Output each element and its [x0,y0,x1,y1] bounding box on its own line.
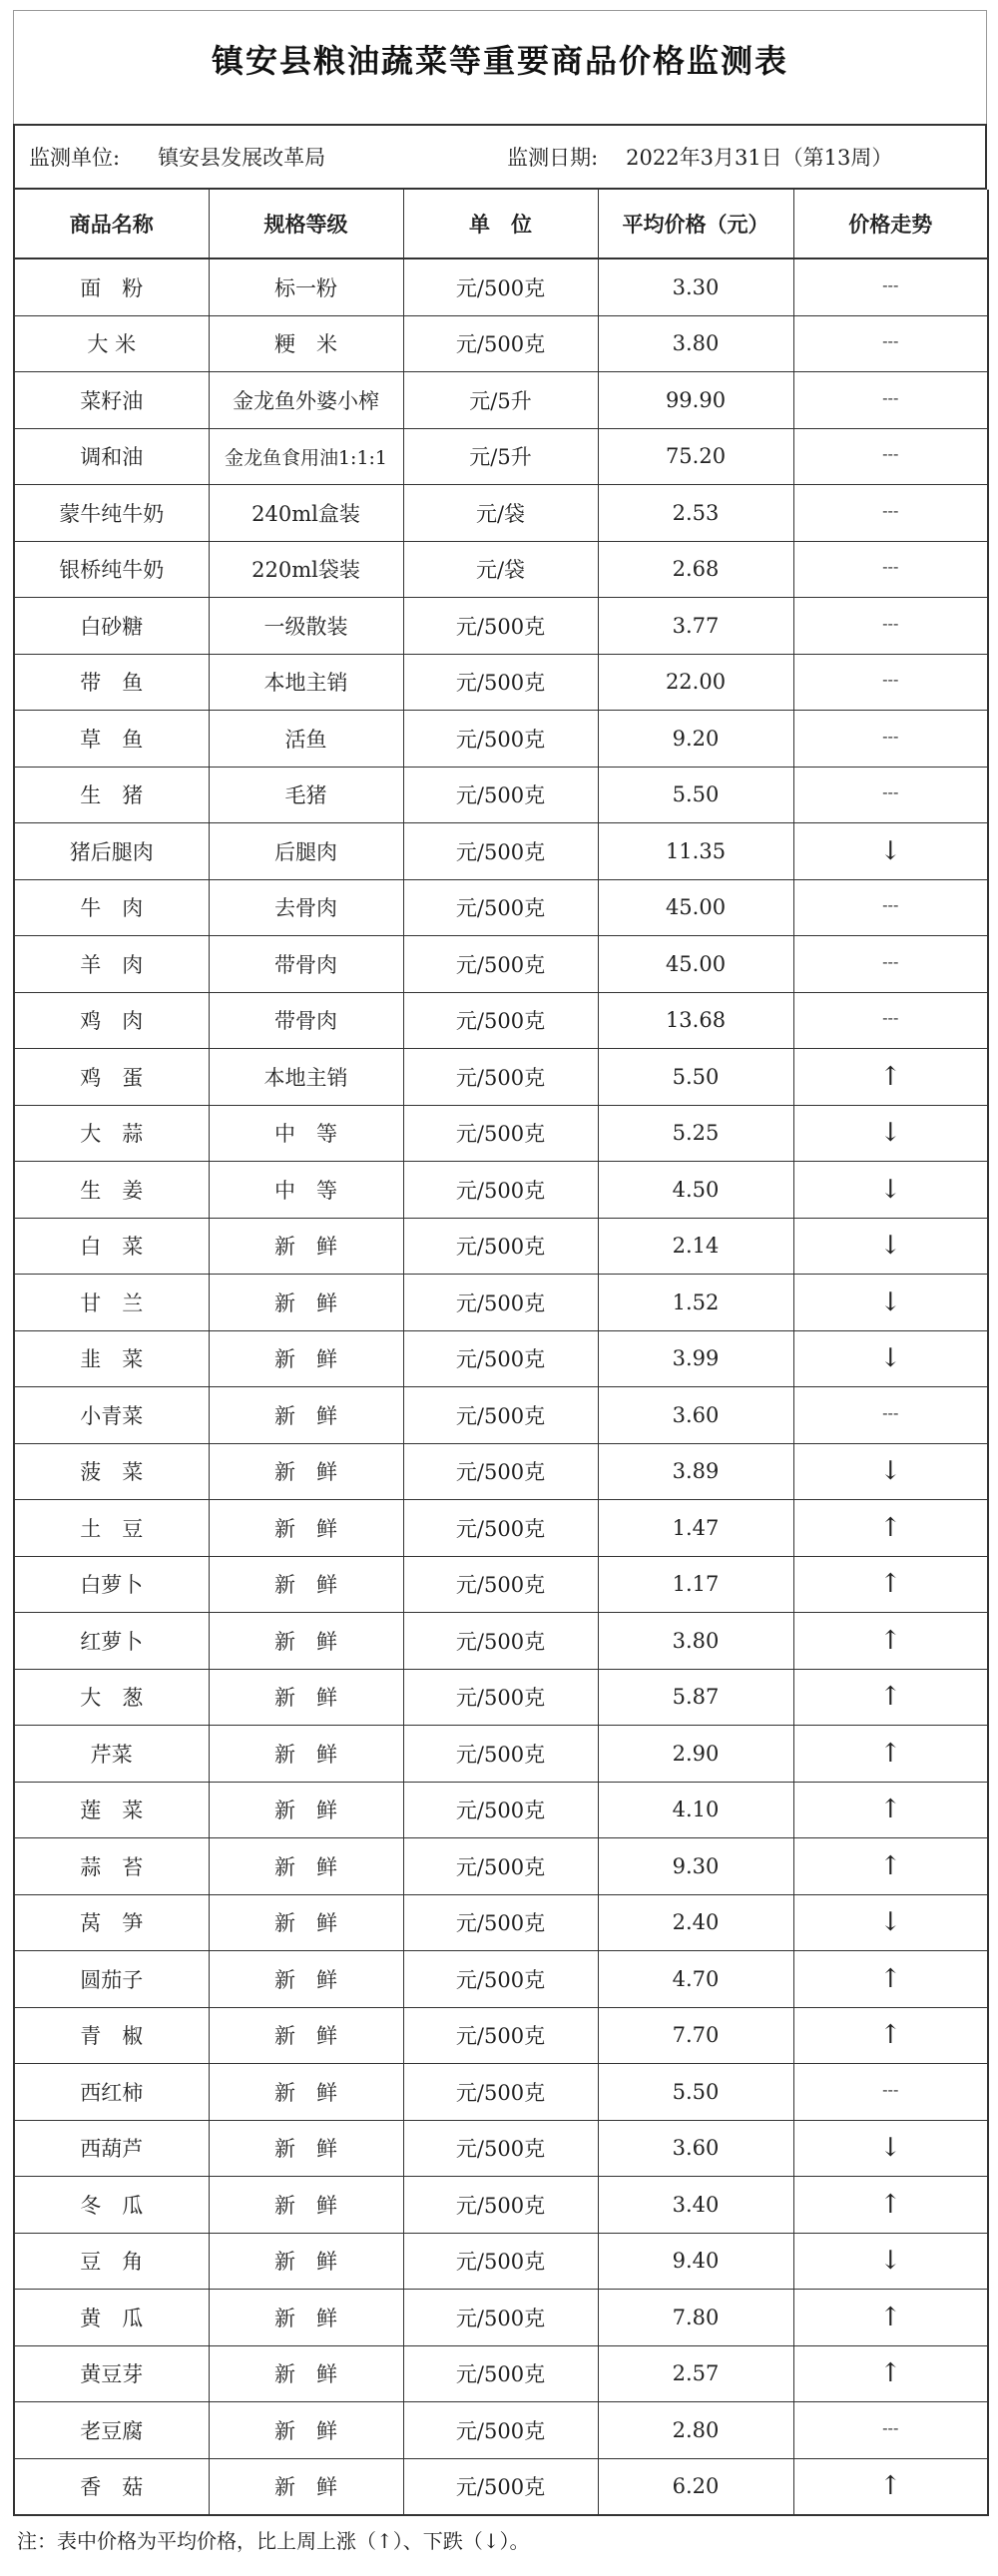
commodity-name-cell: 白萝卜 [14,1556,209,1613]
trend-cell [793,2007,988,2064]
trend-cell [793,1613,988,1670]
down-arrow-icon: ↓ [879,1456,902,1487]
unit-cell: 元/500克 [403,936,598,993]
table-row [14,1556,988,1613]
trend-cell [793,485,988,542]
trend-cell [793,541,988,598]
spec-cell: 新 鲜 [209,1838,403,1895]
trend-cell [793,2402,988,2459]
spec-cell: 中 等 [209,1105,403,1162]
commodity-name-cell: 莲 菜 [14,1782,209,1838]
table-row [14,1275,988,1331]
price-cell: 45.00 [598,936,793,993]
down-arrow-icon: ↓ [879,1118,902,1149]
commodity-name-cell: 豆 角 [14,2233,209,2290]
up-arrow-icon: ↑ [879,2358,902,2389]
spec-cell: 240ml盒装 [209,485,403,542]
table-row [14,1669,988,1726]
meta-row [13,124,987,190]
unit-cell: 元/500克 [403,1894,598,1951]
trend-cell [793,1782,988,1838]
no-change-icon: --- [882,500,899,520]
unit-cell: 元/500克 [403,598,598,655]
down-arrow-icon: ↓ [879,1287,902,1317]
unit-cell: 元/500克 [403,2458,598,2515]
no-change-icon: --- [882,2079,899,2099]
commodity-name-cell: 香 菇 [14,2458,209,2515]
price-cell: 5.87 [598,1669,793,1726]
unit-cell: 元/500克 [403,1669,598,1726]
unit-cell: 元/500克 [403,1162,598,1219]
commodity-name-cell: 莴 笋 [14,1894,209,1951]
spec-cell: 新 鲜 [209,2345,403,2402]
down-arrow-icon: ↓ [879,1174,902,1205]
unit-cell: 元/500克 [403,1951,598,2008]
table-row [14,2345,988,2402]
down-arrow-icon: ↓ [879,1343,902,1374]
price-cell: 6.20 [598,2458,793,2515]
price-cell: 13.68 [598,992,793,1049]
commodity-name-cell: 黄 瓜 [14,2290,209,2346]
table-row [14,1613,988,1670]
spec-cell: 去骨肉 [209,879,403,936]
commodity-name-cell: 草 鱼 [14,711,209,768]
commodity-name-cell: 黄豆芽 [14,2345,209,2402]
up-arrow-icon: ↑ [879,2471,902,2502]
commodity-name-cell: 生 猪 [14,767,209,823]
price-cell: 5.25 [598,1105,793,1162]
table-row [14,541,988,598]
up-arrow-icon: ↑ [879,2189,902,2220]
commodity-name-cell: 韭 菜 [14,1330,209,1387]
spec-cell: 新 鲜 [209,1556,403,1613]
down-arrow-icon: ↓ [879,835,902,866]
price-cell: 99.90 [598,372,793,429]
spec-cell: 新 鲜 [209,2007,403,2064]
price-sheet [13,10,987,2516]
commodity-name-cell: 鸡 蛋 [14,1049,209,1106]
trend-cell [793,1726,988,1783]
unit-cell: 元/500克 [403,1613,598,1670]
price-cell: 3.60 [598,1387,793,1444]
trend-cell [793,2064,988,2121]
price-cell: 11.35 [598,823,793,880]
commodity-name-cell: 西葫芦 [14,2120,209,2177]
up-arrow-icon: ↑ [879,1682,902,1713]
unit-cell: 元/500克 [403,1330,598,1387]
commodity-name-cell: 芹菜 [14,1726,209,1783]
trend-cell [793,258,988,315]
spacer [13,106,987,124]
unit-cell: 元/500克 [403,2290,598,2346]
monitor-date-label: 监测日期: [507,146,599,170]
price-cell: 2.90 [598,1726,793,1783]
table-row [14,823,988,880]
header-spec: 规格等级 [209,190,403,258]
price-cell: 3.77 [598,598,793,655]
trend-cell [793,1049,988,1106]
spec-cell: 新 鲜 [209,1500,403,1557]
commodity-name-cell: 面 粉 [14,258,209,315]
spec-cell: 新 鲜 [209,1951,403,2008]
commodity-name-cell: 青 椒 [14,2007,209,2064]
spec-cell: 本地主销 [209,1049,403,1106]
unit-cell: 元/500克 [403,1105,598,1162]
spec-cell: 新 鲜 [209,1387,403,1444]
table-row [14,1162,988,1219]
trend-cell [793,1162,988,1219]
spec-cell: 新 鲜 [209,1218,403,1275]
spec-cell: 新 鲜 [209,1330,403,1387]
table-row [14,2064,988,2121]
price-cell: 2.80 [598,2402,793,2459]
table-row [14,1951,988,2008]
unit-cell: 元/500克 [403,1500,598,1557]
unit-cell: 元/500克 [403,711,598,768]
unit-cell: 元/500克 [403,992,598,1049]
trend-cell [793,1387,988,1444]
commodity-name-cell: 白 菜 [14,1218,209,1275]
unit-cell: 元/500克 [403,258,598,315]
price-cell: 4.50 [598,1162,793,1219]
header-price: 平均价格（元） [598,190,793,258]
spec-cell: 新 鲜 [209,1894,403,1951]
spec-cell: 粳 米 [209,315,403,372]
table-row [14,936,988,993]
unit-cell: 元/500克 [403,1726,598,1783]
spec-cell: 一级散装 [209,598,403,655]
unit-cell: 元/500克 [403,654,598,711]
unit-cell: 元/500克 [403,2064,598,2121]
trend-cell [793,1500,988,1557]
title-box [13,10,987,106]
unit-cell: 元/500克 [403,1049,598,1106]
unit-cell: 元/袋 [403,485,598,542]
price-cell: 9.30 [598,1838,793,1895]
unit-cell: 元/500克 [403,1218,598,1275]
spec-cell: 新 鲜 [209,1613,403,1670]
down-arrow-icon: ↓ [879,1907,902,1938]
no-change-icon: --- [882,951,899,971]
unit-cell: 元/500克 [403,1387,598,1444]
price-cell: 2.14 [598,1218,793,1275]
commodity-name-cell: 大 米 [14,315,209,372]
price-cell: 3.80 [598,1613,793,1670]
spec-cell: 新 鲜 [209,2290,403,2346]
table-row [14,1049,988,1106]
price-cell: 3.89 [598,1443,793,1500]
up-arrow-icon: ↑ [879,1850,902,1881]
spec-cell: 活鱼 [209,711,403,768]
price-cell: 2.40 [598,1894,793,1951]
table-row [14,372,988,429]
commodity-name-cell: 菠 菜 [14,1443,209,1500]
unit-cell: 元/500克 [403,1443,598,1500]
spec-cell: 新 鲜 [209,1669,403,1726]
unit-cell: 元/500克 [403,2177,598,2234]
unit-cell: 元/500克 [403,2402,598,2459]
table-row [14,598,988,655]
spec-cell: 毛猪 [209,767,403,823]
table-row [14,654,988,711]
spec-cell: 带骨肉 [209,936,403,993]
price-cell: 3.99 [598,1330,793,1387]
commodity-name-cell: 老豆腐 [14,2402,209,2459]
price-cell: 75.20 [598,428,793,485]
down-arrow-icon: ↓ [879,2133,902,2164]
price-cell: 2.57 [598,2345,793,2402]
trend-cell [793,2345,988,2402]
price-cell: 1.52 [598,1275,793,1331]
table-row [14,2120,988,2177]
no-change-icon: --- [882,331,899,351]
unit-cell: 元/500克 [403,2120,598,2177]
unit-cell: 元/袋 [403,541,598,598]
no-change-icon: --- [882,1008,899,1028]
table-row [14,1726,988,1783]
trend-cell [793,879,988,936]
table-row [14,1443,988,1500]
commodity-name-cell: 土 豆 [14,1500,209,1557]
page-title: 镇安县粮油蔬菜等重要商品价格监测表 [211,41,788,80]
trend-cell [793,372,988,429]
no-change-icon: --- [882,670,899,690]
spec-cell: 新 鲜 [209,2458,403,2515]
up-arrow-icon: ↑ [879,1061,902,1092]
trend-cell [793,2458,988,2515]
unit-cell: 元/5升 [403,428,598,485]
no-change-icon: --- [882,1402,899,1422]
no-change-icon: --- [882,387,899,407]
table-row [14,711,988,768]
trend-cell [793,1669,988,1726]
trend-cell [793,823,988,880]
spec-cell: 新 鲜 [209,1726,403,1783]
unit-cell: 元/500克 [403,1556,598,1613]
price-cell: 3.40 [598,2177,793,2234]
trend-cell [793,1105,988,1162]
no-change-icon: --- [882,726,899,746]
unit-cell: 元/500克 [403,1782,598,1838]
spec-cell: 新 鲜 [209,2064,403,2121]
unit-cell: 元/5升 [403,372,598,429]
commodity-name-cell: 鸡 肉 [14,992,209,1049]
table-row [14,992,988,1049]
monitor-date-value: 2022年3月31日（第13周） [626,146,893,170]
commodity-name-cell: 西红柿 [14,2064,209,2121]
commodity-name-cell: 冬 瓜 [14,2177,209,2234]
footnote: 注：表中价格为平均价格，比上周上涨（↑）、下跌（↓）。 [17,2529,530,2553]
commodity-name-cell: 甘 兰 [14,1275,209,1331]
commodity-name-cell: 小青菜 [14,1387,209,1444]
trend-cell [793,1556,988,1613]
commodity-name-cell: 生 姜 [14,1162,209,1219]
commodity-name-cell: 猪后腿肉 [14,823,209,880]
trend-cell [793,992,988,1049]
no-change-icon: --- [882,613,899,633]
unit-cell: 元/500克 [403,1838,598,1895]
up-arrow-icon: ↑ [879,1569,902,1600]
spec-cell: 带骨肉 [209,992,403,1049]
unit-cell: 元/500克 [403,879,598,936]
trend-cell [793,1218,988,1275]
up-arrow-icon: ↑ [879,1963,902,1994]
commodity-name-cell: 牛 肉 [14,879,209,936]
trend-cell [793,711,988,768]
spec-cell: 标一粉 [209,258,403,315]
down-arrow-icon: ↓ [879,2246,902,2277]
unit-cell: 元/500克 [403,2233,598,2290]
commodity-name-cell: 红萝卜 [14,1613,209,1670]
spec-cell: 金龙鱼食用油1:1:1 [209,428,403,485]
price-cell: 1.47 [598,1500,793,1557]
table-header-row [14,190,988,258]
trend-cell [793,654,988,711]
no-change-icon: --- [882,895,899,915]
price-cell: 2.53 [598,485,793,542]
commodity-name-cell: 菜籽油 [14,372,209,429]
price-cell: 9.40 [598,2233,793,2290]
trend-cell [793,428,988,485]
table-row [14,767,988,823]
price-cell: 7.70 [598,2007,793,2064]
trend-cell [793,315,988,372]
table-row [14,1387,988,1444]
table-row [14,1500,988,1557]
price-cell: 7.80 [598,2290,793,2346]
up-arrow-icon: ↑ [879,2302,902,2332]
no-change-icon: --- [882,444,899,464]
commodity-name-cell: 调和油 [14,428,209,485]
unit-cell: 元/500克 [403,2007,598,2064]
trend-cell [793,2120,988,2177]
header-unit: 单 位 [403,190,598,258]
price-cell: 45.00 [598,879,793,936]
commodity-name-cell: 圆茄子 [14,1951,209,2008]
table-row [14,428,988,485]
price-cell: 5.50 [598,2064,793,2121]
table-row [14,2177,988,2234]
trend-cell [793,598,988,655]
unit-cell: 元/500克 [403,767,598,823]
price-cell: 4.70 [598,1951,793,2008]
unit-cell: 元/500克 [403,823,598,880]
trend-cell [793,1443,988,1500]
spec-cell: 新 鲜 [209,2120,403,2177]
spec-cell: 后腿肉 [209,823,403,880]
spec-cell: 新 鲜 [209,2177,403,2234]
trend-cell [793,1275,988,1331]
trend-cell [793,2233,988,2290]
unit-cell: 元/500克 [403,2345,598,2402]
header-name: 商品名称 [14,190,209,258]
table-row [14,1782,988,1838]
trend-cell [793,767,988,823]
price-cell: 5.50 [598,1049,793,1106]
table-row [14,258,988,315]
commodity-name-cell: 银桥纯牛奶 [14,541,209,598]
commodity-name-cell: 大 蒜 [14,1105,209,1162]
table-row [14,1218,988,1275]
no-change-icon: --- [882,557,899,577]
price-table [13,190,989,2516]
table-row [14,879,988,936]
commodity-name-cell: 大 葱 [14,1669,209,1726]
no-change-icon: --- [882,2417,899,2437]
commodity-name-cell: 蒜 苔 [14,1838,209,1895]
table-row [14,1894,988,1951]
table-row [14,2402,988,2459]
unit-cell: 元/500克 [403,1275,598,1331]
down-arrow-icon: ↓ [879,1231,902,1262]
table-row [14,2458,988,2515]
trend-cell [793,1894,988,1951]
spec-cell: 新 鲜 [209,1275,403,1331]
price-cell: 9.20 [598,711,793,768]
price-cell: 22.00 [598,654,793,711]
spec-cell: 本地主销 [209,654,403,711]
price-cell: 3.60 [598,2120,793,2177]
table-row [14,485,988,542]
up-arrow-icon: ↑ [879,2020,902,2051]
up-arrow-icon: ↑ [879,1625,902,1656]
no-change-icon: --- [882,782,899,802]
price-cell: 4.10 [598,1782,793,1838]
table-row [14,1330,988,1387]
commodity-name-cell: 羊 肉 [14,936,209,993]
up-arrow-icon: ↑ [879,1512,902,1543]
spec-cell: 新 鲜 [209,1782,403,1838]
up-arrow-icon: ↑ [879,1738,902,1769]
trend-cell [793,936,988,993]
trend-cell [793,2290,988,2346]
commodity-name-cell: 白砂糖 [14,598,209,655]
trend-cell [793,1330,988,1387]
spec-cell: 新 鲜 [209,2402,403,2459]
price-cell: 1.17 [598,1556,793,1613]
spec-cell: 金龙鱼外婆小榨 [209,372,403,429]
trend-cell [793,1838,988,1895]
table-row [14,2007,988,2064]
price-cell: 2.68 [598,541,793,598]
unit-cell: 元/500克 [403,315,598,372]
commodity-name-cell: 带 鱼 [14,654,209,711]
price-cell: 3.80 [598,315,793,372]
up-arrow-icon: ↑ [879,1795,902,1825]
table-row [14,1105,988,1162]
spec-cell: 新 鲜 [209,1443,403,1500]
trend-cell [793,2177,988,2234]
table-row [14,2290,988,2346]
monitor-unit-value: 镇安县发展改革局 [158,146,326,170]
header-trend: 价格走势 [793,190,988,258]
table-row [14,1838,988,1895]
monitor-unit-label: 监测单位: [29,146,121,170]
spec-cell: 中 等 [209,1162,403,1219]
table-row [14,315,988,372]
price-cell: 3.30 [598,258,793,315]
price-cell: 5.50 [598,767,793,823]
spec-cell: 220ml袋装 [209,541,403,598]
trend-cell [793,1951,988,2008]
spec-cell: 新 鲜 [209,2233,403,2290]
no-change-icon: --- [882,274,899,294]
table-row [14,2233,988,2290]
table-body [14,258,988,2515]
commodity-name-cell: 蒙牛纯牛奶 [14,485,209,542]
